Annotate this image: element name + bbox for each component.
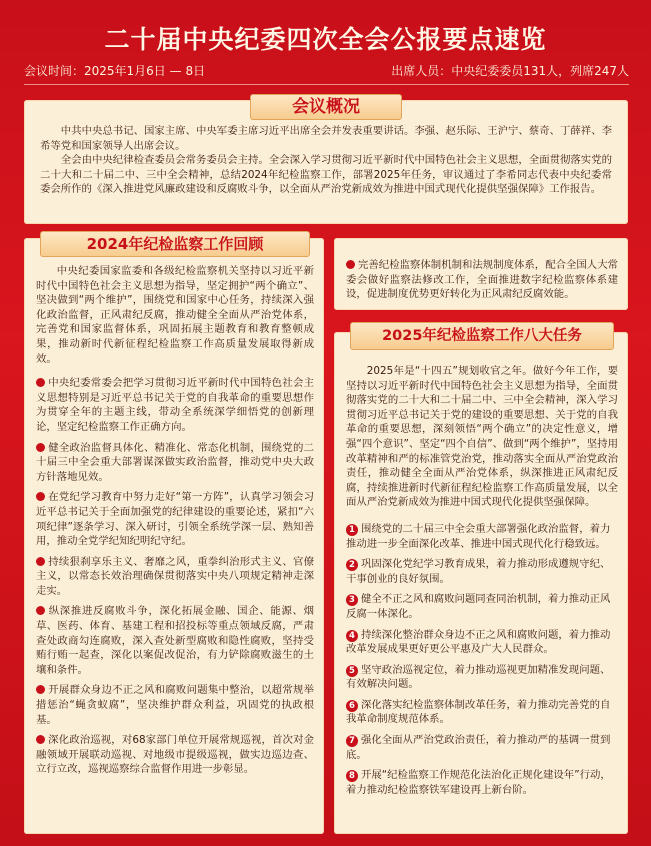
number-badge: 3 — [346, 594, 358, 606]
list-item: 完善纪检监察体制机制和法规制度体系，配合全国人大常委会做好监察法修改工作，全面推进数字纪检监察体系建设，促进制度优势更好转化为正风肃纪反腐效能。 — [346, 259, 618, 301]
number-badge: 5 — [346, 665, 358, 677]
bullet-icon — [36, 735, 45, 744]
page-title: 二十届中央纪委四次全会公报要点速览 — [104, 25, 547, 54]
task-item: 4 持续深化整治群众身边不正之风和腐败问题，着力推动改革发展成果更好更公平惠及广大人民群众。 — [346, 628, 611, 656]
header-divider — [24, 84, 629, 85]
number-badge: 2 — [346, 559, 358, 571]
bullet-icon — [346, 260, 355, 269]
review-continued-panel — [334, 238, 628, 310]
number-badge: 8 — [346, 770, 358, 782]
task-item: 1 围绕党的二十届三中全会重大部署强化政治监督，着力推动进一步全面深化改革、推进中国式现代化行稳致远。 — [346, 522, 611, 550]
bullet-icon — [36, 685, 45, 694]
review-panel — [24, 238, 324, 834]
list-item: 中央纪委常委会把学习贯彻习近平新时代中国特色社会主义思想特别是习近平总书记关于党的自我革命的重要思想作为贯穿全年的主题主线，带动全系统深学细悟党的创新理论，坚定纪检监察工作正确方向。 — [36, 377, 314, 433]
number-badge: 6 — [346, 700, 358, 712]
tasks-list — [346, 522, 618, 798]
list-item: 开展群众身边不正之风和腐败问题集中整治，以超常规举措惩治“蝇贪蚁腐”，坚决维护群众利益，巩固党的执政根基。 — [36, 684, 314, 726]
overview-paragraph-1: 中共中央总书记、国家主席、中央军委主席习近平出席全会并发表重要讲话。李强、赵乐际、王沪宁、蔡奇、丁薛祥、李希等党和国家领导人出席会议。 — [40, 125, 612, 152]
tasks-panel — [334, 332, 628, 834]
task-item: 5 坚守政治巡视定位，着力推动巡视更加精准发现问题、有效解决问题。 — [346, 663, 611, 691]
overview-paragraph-2: 全会由中央纪律检查委员会常务委员会主持。全会深入学习贯彻习近平新时代中国特色社会主义思想，全面贯彻落实党的二十大和二十届二中、三中全会精神，总结2024年纪检监察工作，部署2025年任务，审议通过了李希同志代表中央纪委常委会所作的《深入推进党风廉政建设和反腐败斗争，以全面从严治党新成效为推进中国式现代化提供坚强保障》工作报告。 — [40, 154, 612, 196]
tasks-heading: 2025年纪检监察工作八大任务 — [350, 322, 614, 350]
bullet-icon — [36, 378, 45, 387]
list-item: 健全政治监督具体化、精准化、常态化机制，围绕党的二十届三中全会重大部署谋深做实政治监督，推动党中央大政方针落地见效。 — [36, 441, 314, 483]
overview-heading: 会议概况 — [250, 94, 402, 120]
list-item: 持续狠刹享乐主义、奢靡之风，重拳纠治形式主义、官僚主义，以常态长效治理确保贯彻落实中央八项规定精神走深走实。 — [36, 555, 314, 597]
bullet-icon — [36, 557, 45, 566]
review-intro: 中央纪委国家监委和各级纪检监察机关坚持以习近平新时代中国特色社会主义思想为指导，坚定拥护“两个确立”、坚决做到“两个维护”，围绕党和国家中心任务，持续深入强化政治监督，正风肃纪反腐，推动健全全面从严治党体系，完善党和国家监督体系，巩固拓展主题教育和教育整顿成果，推动新时代新征程纪检监察工作高质量发展取得新成效。 — [36, 265, 314, 365]
bullet-icon — [36, 606, 45, 615]
number-badge: 4 — [346, 630, 358, 642]
meeting-time: 会议时间：2025年1月6日 — 8日 — [24, 64, 206, 78]
task-item: 2 巩固深化党纪学习教育成果，着力推动形成遵规守纪、干事创业的良好氛围。 — [346, 558, 611, 585]
bullet-icon — [36, 443, 45, 452]
tasks-intro: 2025年是“十四五”规划收官之年。做好今年工作，要坚持以习近平新时代中国特色社会主义思想为指导，全面贯彻落实党的二十大和二十届二中、三中全会精神，深入学习贯彻习近平总书记关于党的建设的重要思想、关于党的自我革命的重要思想，深刻领悟“两个确立”的决定性意义，增强“四个意识”、坚定“四个自信”、做到“两个维护”，坚持用改革精神和严的标准管党治党，推动落实全面从严治党政治责任，推动健全全面从严治党体系，纵深推进正风肃纪反腐，持续推进新时代新征程纪检监察工作高质量发展，以全面从严治党新成效为推进中国式现代化提供坚强保障。 — [346, 365, 618, 509]
task-item: 8 开展“纪检监察工作规范化法治化正规化建设年”行动，着力推动纪检监察铁军建设再上新台阶。 — [346, 769, 611, 796]
number-badge: 1 — [346, 524, 358, 536]
list-item: 在党纪学习教育中努力走好“第一方阵”，认真学习领会习近平总书记关于全面加强党的纪律建设的重要论述，紧扣“六项纪律”逐条学习、深入研讨，引领全系统学深一层、熟知善用，推动全党学纪知纪明纪守纪。 — [36, 491, 314, 548]
number-badge: 7 — [346, 735, 358, 747]
review-heading: 2024年纪检监察工作回顾 — [40, 231, 310, 257]
bullet-icon — [36, 492, 45, 501]
task-item: 7 强化全面从严治党政治责任，着力推动严的基调一贯到底。 — [346, 734, 611, 761]
task-item: 6 深化落实纪检监察体制改革任务，着力推动完善党的自我革命制度规范体系。 — [346, 698, 611, 726]
list-item: 纵深推进反腐败斗争，深化拓展金融、国企、能源、烟草、医药、体育、基建工程和招投标等重点领域反腐，严肃查处政商勾连腐败，深入查处新型腐败和隐性腐败，坚持受贿行贿一起查，深化以案促改促治，有力铲除腐败滋生的土壤和条件。 — [36, 605, 314, 676]
meeting-attendees: 出席人员：中央纪委委员131人，列席247人 — [391, 64, 629, 78]
task-item: 3 健全不正之风和腐败问题同查同治机制，着力推动正风反腐一体深化。 — [346, 593, 611, 620]
list-item: 深化政治巡视，对68家部门单位开展常规巡视，首次对金融领域开展联动巡视、对地级市提级巡视，做实边巡边查、立行立改，巡视巡察综合监督作用进一步彰显。 — [36, 734, 314, 776]
